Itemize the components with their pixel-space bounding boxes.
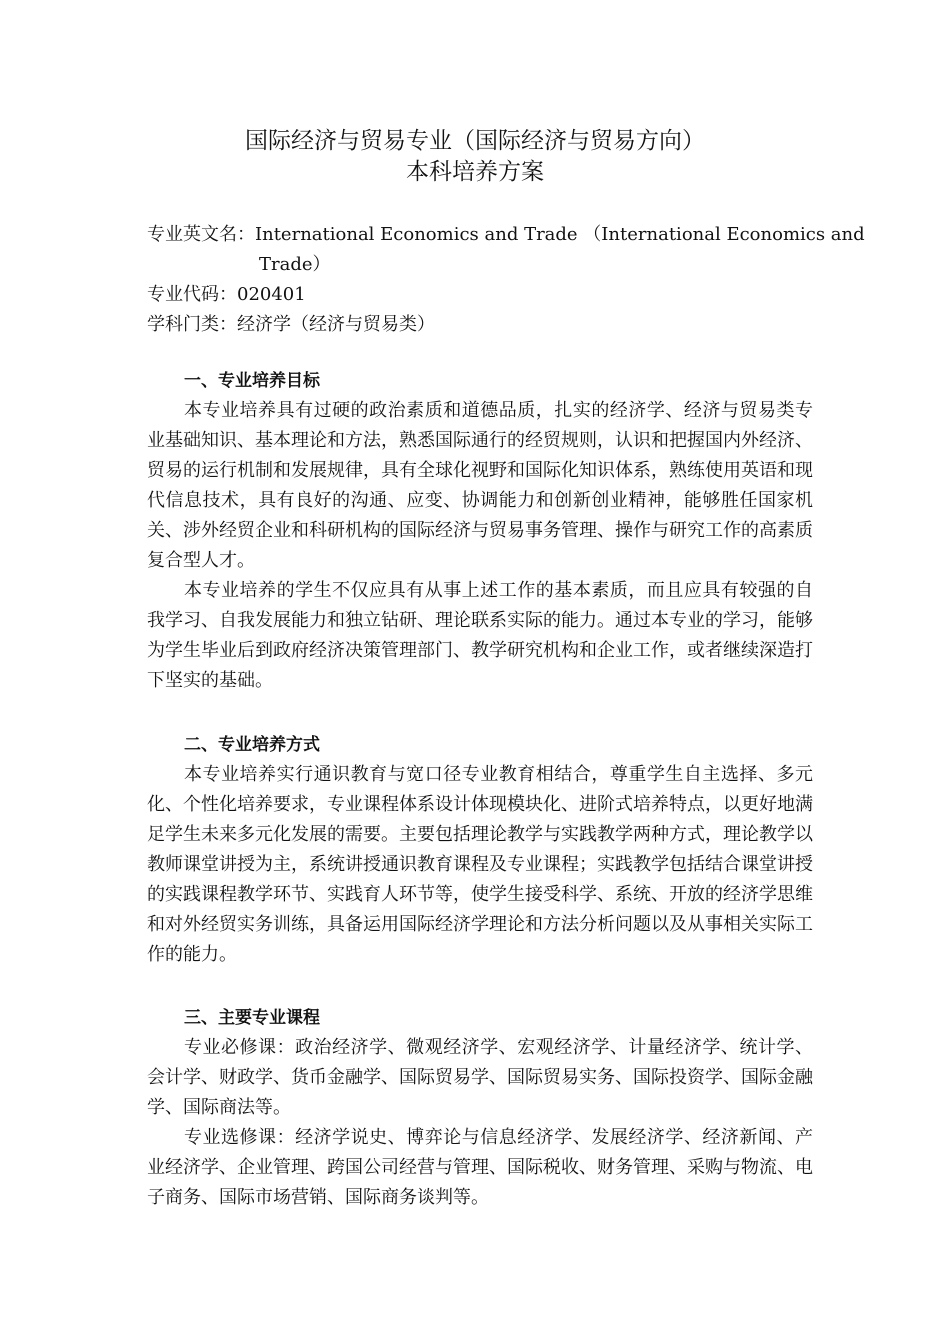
training-mode-paragraph-1: 本专业培养实行通识教育与宽口径专业教育相结合，尊重学生自主选择、多元化、个性化培养要求，专业课程体系设计体现模块化、进阶式培养特点，以更好地满足学生未来多元化发展的需要。主要包括理论教学与实践教学两种方式，理论教学以教师课堂讲授为主，系统讲授通识教育课程及专业课程；实践教学包括结合课堂讲授的实践课程教学环节、实践育人环节等，使学生接受科学、系统、开放的经济学思维和对外经贸实务训练，具备运用国际经济学理论和方法分析问题以及从事相关实际工作的能力。 [147,764,813,965]
english-name-continuation: Trade） [259,254,331,275]
objectives-paragraph-1: 本专业培养具有过硬的政治素质和道德品质，扎实的经济学、经济与贸易类专业基础知识、基本理论和方法，熟悉国际通行的经贸规则，认识和把握国内外经济、贸易的运行机制和发展规律，具有全球化视野和国际化知识体系，熟练使用英语和现代信息技术，具有良好的沟通、应变、协调能力和创新创业精神，能够胜任国家机关、涉外经贸企业和科研机构的国际经济与贸易事务管理、操作与研究工作的高素质复合型人才。 [147,400,813,571]
program-meta [147,220,865,340]
section-heading-training-mode: 二、专业培养方式 [184,735,320,755]
section-heading-objectives: 一、专业培养目标 [184,371,320,391]
required-courses-paragraph: 专业必修课：政治经济学、微观经济学、宏观经济学、计量经济学、统计学、会计学、财政学、货币金融学、国际贸易学、国际贸易实务、国际投资学、国际金融学、国际商法等。 [147,1037,813,1118]
program-code-line [147,280,813,310]
discipline-category-line [147,310,813,340]
document-title-line1: 国际经济与贸易专业（国际经济与贸易方向） [245,128,705,154]
section-body-main-courses [147,1033,813,1213]
objectives-paragraph-2: 本专业培养的学生不仅应具有从事上述工作的基本素质，而且应具有较强的自我学习、自我发展能力和独立钻研、理论联系实际的能力。通过本专业的学习，能够为学生毕业后到政府经济决策管理部门、教学研究机构和企业工作，或者继续深造打下坚实的基础。 [147,580,813,691]
document-title-line2: 本科培养方案 [406,159,544,185]
section-body-training-mode [147,760,813,970]
discipline-category-value: 经济学（经济与贸易类） [237,314,435,335]
section-heading-main-courses: 三、主要专业课程 [184,1008,320,1028]
english-name-label: 专业英文名： [147,224,255,245]
program-code-value: 020401 [237,284,306,305]
program-code-label: 专业代码： [147,284,237,305]
english-name-line [147,220,865,250]
discipline-category-label: 学科门类： [147,314,237,335]
elective-courses-paragraph: 专业选修课：经济学说史、博弈论与信息经济学、发展经济学、经济新闻、产业经济学、企业管理、跨国公司经营与管理、国际税收、财务管理、采购与物流、电子商务、国际市场营销、国际商务谈判等。 [147,1127,813,1208]
section-body-objectives [147,396,813,696]
english-name-value: International Economics and Trade （International Economics and [255,224,865,245]
